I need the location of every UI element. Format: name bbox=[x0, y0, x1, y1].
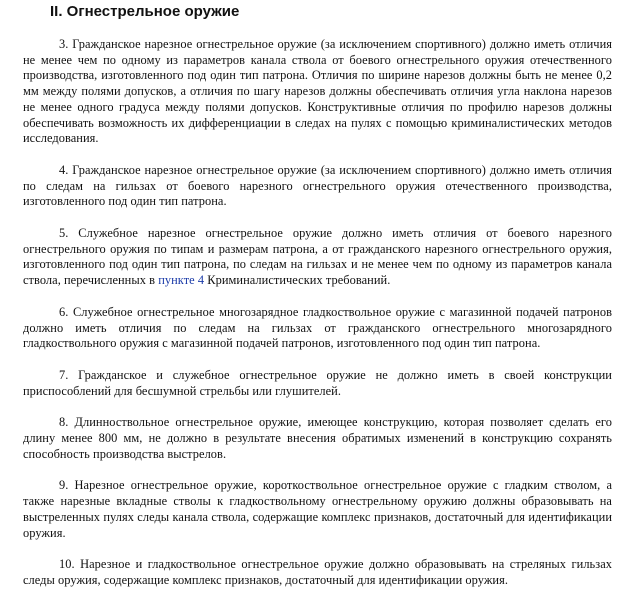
paragraph-5-text-after: Криминалистических требований. bbox=[204, 273, 391, 288]
paragraph-4: 4. Гражданское нарезное огнестрельное оружие (за исключением спортивного) должно иметь отличия по следам на гильзах от боевого нарезного огнестрельного оружия отечественного производства, изготовленного под один тип патрона. bbox=[23, 162, 612, 209]
point-4-link[interactable]: пункте 4 bbox=[158, 273, 205, 288]
paragraph-6: 6. Служебное огнестрельное многозарядное гладкоствольное оружие с магазинной подачей патронов должно иметь отличия по следам на гильзах от гражданского огнестрельного многозарядного гладкоствольного оружия с магазинной подачей патронов, изготовленного под один тип патрона. bbox=[23, 304, 612, 351]
paragraph-10: 10. Нарезное и гладкоствольное огнестрельное оружие должно образовывать на стреляных гильзах следы оружия, содержащие комплекс признаков, достаточный для идентификации оружия. bbox=[23, 557, 612, 587]
paragraph-3: 3. Гражданское нарезное огнестрельное оружие (за исключением спортивного) должно иметь отличия не менее чем по одному из параметров канала ствола от боевого огнестрельного оружия отечественного производства, изготовленного под один тип патрона. Отличия по ширине нарезов должны быть не менее 0,2 мм между полями допусков, а отличия по шагу нарезов должны обеспечивать отличия угла наклона нарезов не менее одного градуса между полями допусков. Конструктивные отличия по профилю нарезов должны обеспечивать возможность их дифференциации в следах на пулях с помощью криминалистических методов исследования. bbox=[23, 37, 612, 146]
paragraph-7: 7. Гражданское и служебное огнестрельное оружие не должно иметь в своей конструкции приспособлений для бесшумной стрельбы или глушителей. bbox=[23, 367, 612, 398]
paragraph-5-text-before: 5. Служебное нарезное огнестрельное оружие должно иметь отличия от боевого нарезного огнестрельного оружия по типам и размерам патрона, а от гражданского нарезного огнестрельного оружия, изготовленного под один тип патрона, по следам на гильзах и не менее чем по одному из параметров канала ствола, перечисленных в bbox=[23, 226, 612, 288]
paragraph-8: 8. Длинноствольное огнестрельное оружие, имеющее конструкцию, которая позволяет сделать его длину менее 800 мм, не должно в результате внесения обратимых изменений в конструкцию сохранять способность производства выстрелов. bbox=[23, 415, 612, 461]
paragraph-5 bbox=[23, 226, 612, 289]
section-heading: II. Огнестрельное оружие bbox=[50, 3, 240, 20]
paragraph-9: 9. Нарезное огнестрельное оружие, короткоствольное огнестрельное оружие с гладким стволом, а также нарезные вкладные стволы к гладкоствольному огнестрельному оружию должны образовывать на выстреленных пулях следы канала ствола, содержащие комплекс признаков, достаточный для идентификации оружия. bbox=[23, 478, 612, 540]
